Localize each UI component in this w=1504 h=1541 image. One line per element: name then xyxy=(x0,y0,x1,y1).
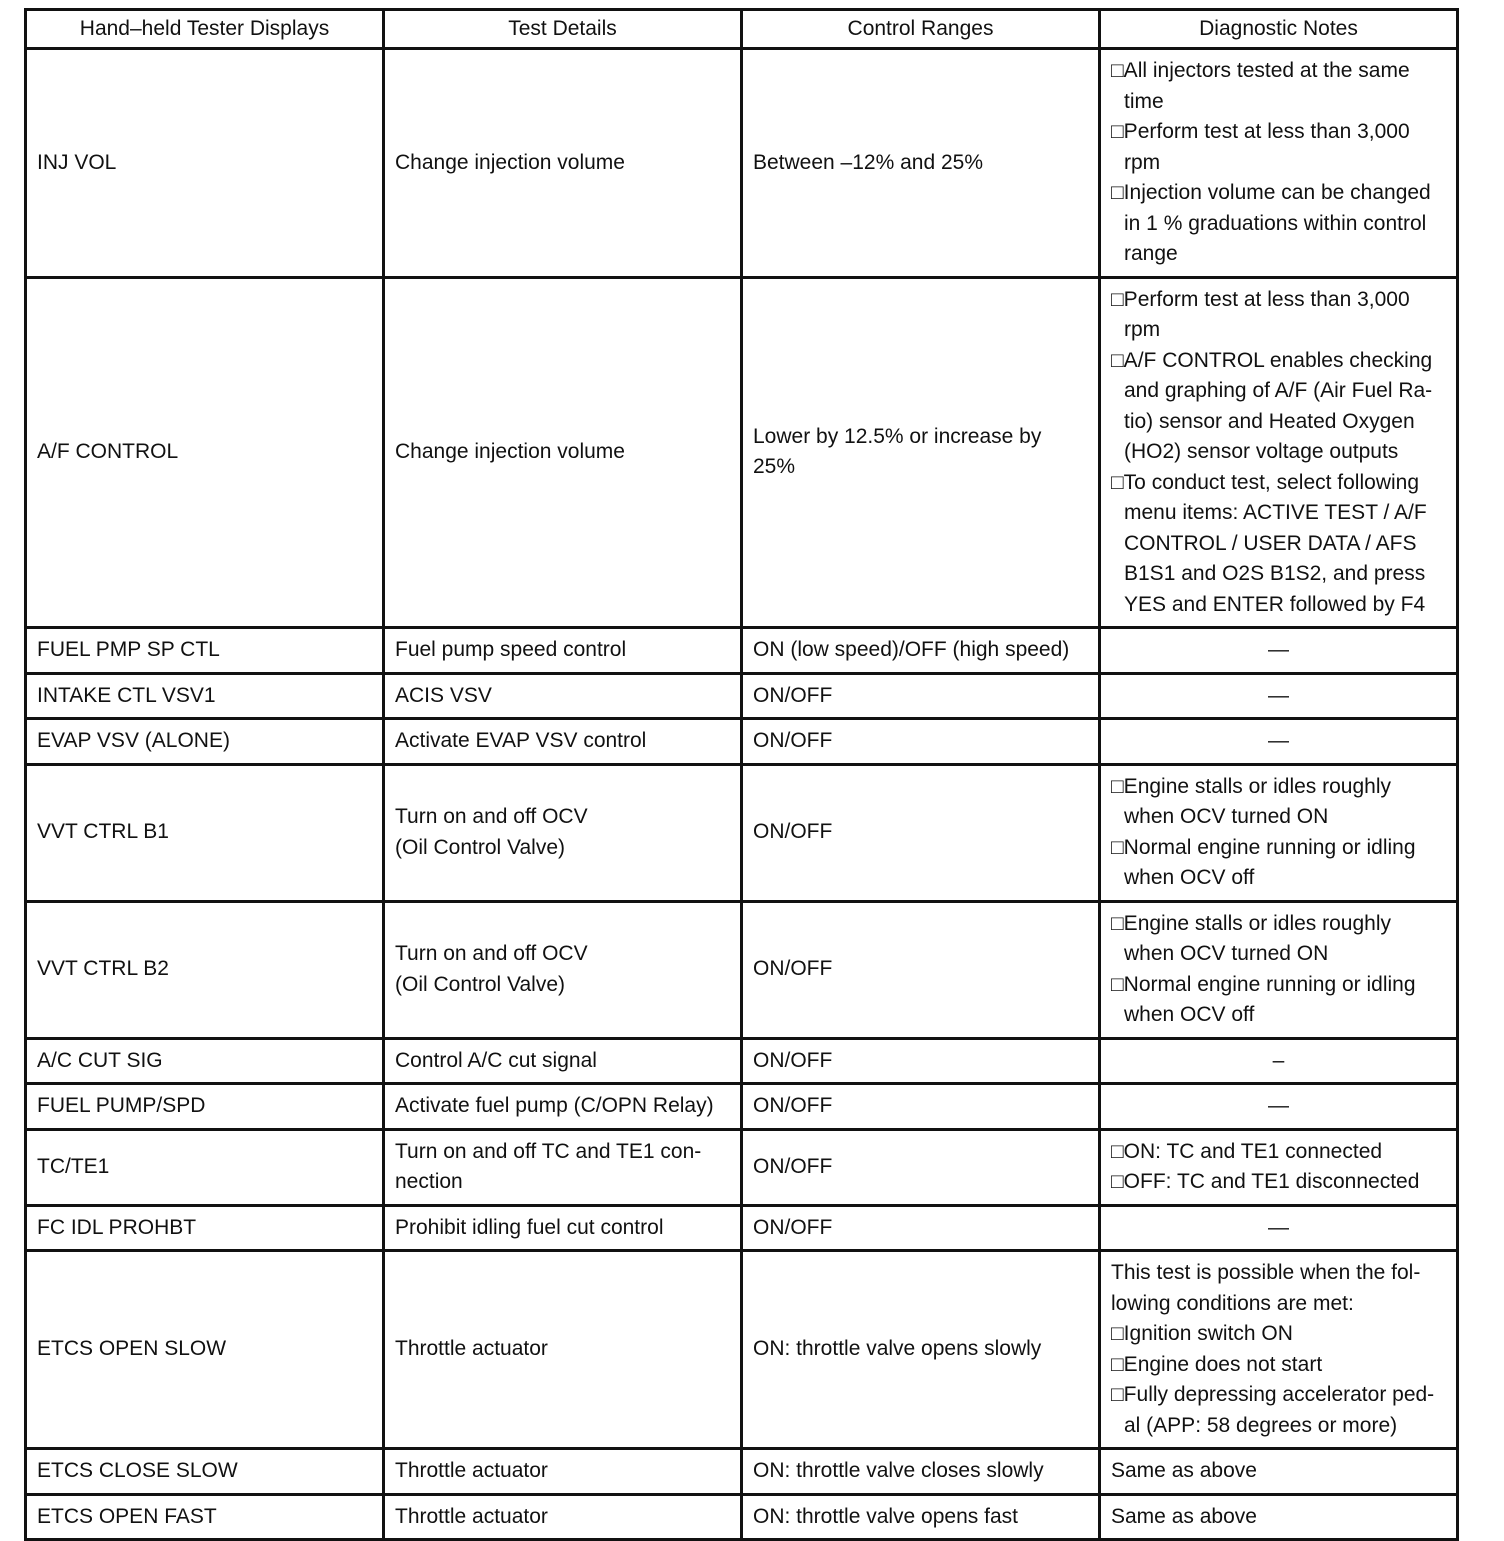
control-range-cell: ON/OFF xyxy=(742,719,1100,765)
table-row xyxy=(26,49,1458,278)
column-header-control-ranges: Control Ranges xyxy=(742,10,1100,49)
diagnostic-notes-cell xyxy=(1100,764,1458,901)
tester-display-cell: A/F CONTROL xyxy=(26,277,384,628)
diagnostic-notes-cell: – xyxy=(1100,1038,1458,1084)
test-details-cell: Activate fuel pump (C/OPN Relay) xyxy=(384,1084,742,1130)
note-item: □Perform test at less than 3,000 rpm xyxy=(1111,287,1410,341)
tester-display-cell: VVT CTRL B2 xyxy=(26,901,384,1038)
note-item: □All injectors tested at the same time xyxy=(1111,59,1410,113)
test-details-cell: ACIS VSV xyxy=(384,673,742,719)
test-details-cell: Control A/C cut signal xyxy=(384,1038,742,1084)
tester-display-cell: INTAKE CTL VSV1 xyxy=(26,673,384,719)
diagnostic-notes-cell xyxy=(1100,277,1458,628)
test-details-cell: Change injection volume xyxy=(384,49,742,278)
note-item: □Perform test at less than 3,000 rpm xyxy=(1111,120,1410,174)
control-range-cell: ON/OFF xyxy=(742,1129,1100,1205)
column-header-diagnostic-notes: Diagnostic Notes xyxy=(1100,10,1458,49)
diagnostic-notes-cell xyxy=(1100,1251,1458,1449)
diagnostic-notes-cell: — xyxy=(1100,1205,1458,1251)
diagnostic-notes-cell xyxy=(1100,1129,1458,1205)
note-intro: This test is possible when the fol-lowing conditions are met: xyxy=(1111,1261,1421,1315)
control-range-cell: ON (low speed)/OFF (high speed) xyxy=(742,628,1100,674)
tester-display-cell: ETCS CLOSE SLOW xyxy=(26,1449,384,1495)
diagnostic-notes-cell: — xyxy=(1100,719,1458,765)
table-row xyxy=(26,1449,1458,1495)
table-row xyxy=(26,1084,1458,1130)
column-header-test-details: Test Details xyxy=(384,10,742,49)
tester-display-cell: TC/TE1 xyxy=(26,1129,384,1205)
table-row xyxy=(26,901,1458,1038)
table-row xyxy=(26,1129,1458,1205)
control-range-cell: ON/OFF xyxy=(742,1205,1100,1251)
tester-display-cell: ETCS OPEN FAST xyxy=(26,1494,384,1540)
control-range-cell: Lower by 12.5% or increase by 25% xyxy=(742,277,1100,628)
control-range-cell: ON/OFF xyxy=(742,1038,1100,1084)
test-details-cell: Throttle actuator xyxy=(384,1449,742,1495)
test-details-cell: Prohibit idling fuel cut control xyxy=(384,1205,742,1251)
table-row xyxy=(26,719,1458,765)
column-header-displays: Hand–held Tester Displays xyxy=(26,10,384,49)
note-item: □Fully depressing accelerator ped-al (APP: 58 degrees or more) xyxy=(1111,1383,1435,1437)
table-row xyxy=(26,1494,1458,1540)
control-range-cell: ON/OFF xyxy=(742,673,1100,719)
table-row xyxy=(26,1038,1458,1084)
diagnostic-notes-cell xyxy=(1100,49,1458,278)
note-item: □OFF: TC and TE1 disconnected xyxy=(1111,1170,1420,1193)
control-range-cell: ON/OFF xyxy=(742,764,1100,901)
tester-display-cell: EVAP VSV (ALONE) xyxy=(26,719,384,765)
note-item: □ON: TC and TE1 connected xyxy=(1111,1139,1383,1163)
note-item: □Injection volume can be changed in 1 % graduations within control range xyxy=(1111,181,1431,265)
table-row xyxy=(26,1205,1458,1251)
tester-display-cell: ETCS OPEN SLOW xyxy=(26,1251,384,1449)
control-range-cell: ON: throttle valve opens slowly xyxy=(742,1251,1100,1449)
active-test-table xyxy=(24,8,1459,1541)
note-item: □Engine does not start xyxy=(1111,1352,1323,1376)
diagnostic-notes-cell: Same as above xyxy=(1100,1494,1458,1540)
table-row xyxy=(26,764,1458,901)
table-row xyxy=(26,673,1458,719)
table-row xyxy=(26,1251,1458,1449)
tester-display-cell: FUEL PUMP/SPD xyxy=(26,1084,384,1130)
tester-display-cell: FC IDL PROHBT xyxy=(26,1205,384,1251)
test-details-cell: Change injection volume xyxy=(384,277,742,628)
test-details-cell: Turn on and off TC and TE1 con-nection xyxy=(384,1129,742,1205)
note-item: □Normal engine running or idling when OCV off xyxy=(1111,835,1416,889)
tester-display-cell: FUEL PMP SP CTL xyxy=(26,628,384,674)
tester-display-cell: INJ VOL xyxy=(26,49,384,278)
control-range-cell: Between –12% and 25% xyxy=(742,49,1100,278)
tester-display-cell: A/C CUT SIG xyxy=(26,1038,384,1084)
control-range-cell: ON: throttle valve closes slowly xyxy=(742,1449,1100,1495)
control-range-cell: ON: throttle valve opens fast xyxy=(742,1494,1100,1540)
diagnostic-notes-cell: Same as above xyxy=(1100,1449,1458,1495)
table-row xyxy=(26,628,1458,674)
note-item: □To conduct test, select following menu items: ACTIVE TEST / A/F CONTROL / USER DATA / AFS B1S1 and O2S B1S2, and press YES and ENTER followed by F4 xyxy=(1111,470,1427,616)
table-row xyxy=(26,277,1458,628)
note-item: □Engine stalls or idles roughly when OCV turned ON xyxy=(1111,911,1391,965)
control-range-cell: ON/OFF xyxy=(742,1084,1100,1130)
test-details-cell: Turn on and off OCV (Oil Control Valve) xyxy=(384,764,742,901)
diagnostic-notes-cell: — xyxy=(1100,673,1458,719)
note-item: □A/F CONTROL enables checking and graphing of A/F (Air Fuel Ra-tio) sensor and Heated Oxygen (HO2) sensor voltage outputs xyxy=(1111,348,1433,463)
test-details-cell: Activate EVAP VSV control xyxy=(384,719,742,765)
header-row xyxy=(26,10,1458,49)
note-item: □Engine stalls or idles roughly when OCV turned ON xyxy=(1111,774,1391,828)
test-details-cell: Fuel pump speed control xyxy=(384,628,742,674)
test-details-cell: Turn on and off OCV (Oil Control Valve) xyxy=(384,901,742,1038)
test-details-cell: Throttle actuator xyxy=(384,1251,742,1449)
note-item: □Ignition switch ON xyxy=(1111,1322,1293,1345)
diagnostic-notes-cell: — xyxy=(1100,1084,1458,1130)
diagnostic-notes-cell xyxy=(1100,901,1458,1038)
control-range-cell: ON/OFF xyxy=(742,901,1100,1038)
note-item: □Normal engine running or idling when OCV off xyxy=(1111,972,1416,1026)
diagnostic-notes-cell: — xyxy=(1100,628,1458,674)
test-details-cell: Throttle actuator xyxy=(384,1494,742,1540)
tester-display-cell: VVT CTRL B1 xyxy=(26,764,384,901)
